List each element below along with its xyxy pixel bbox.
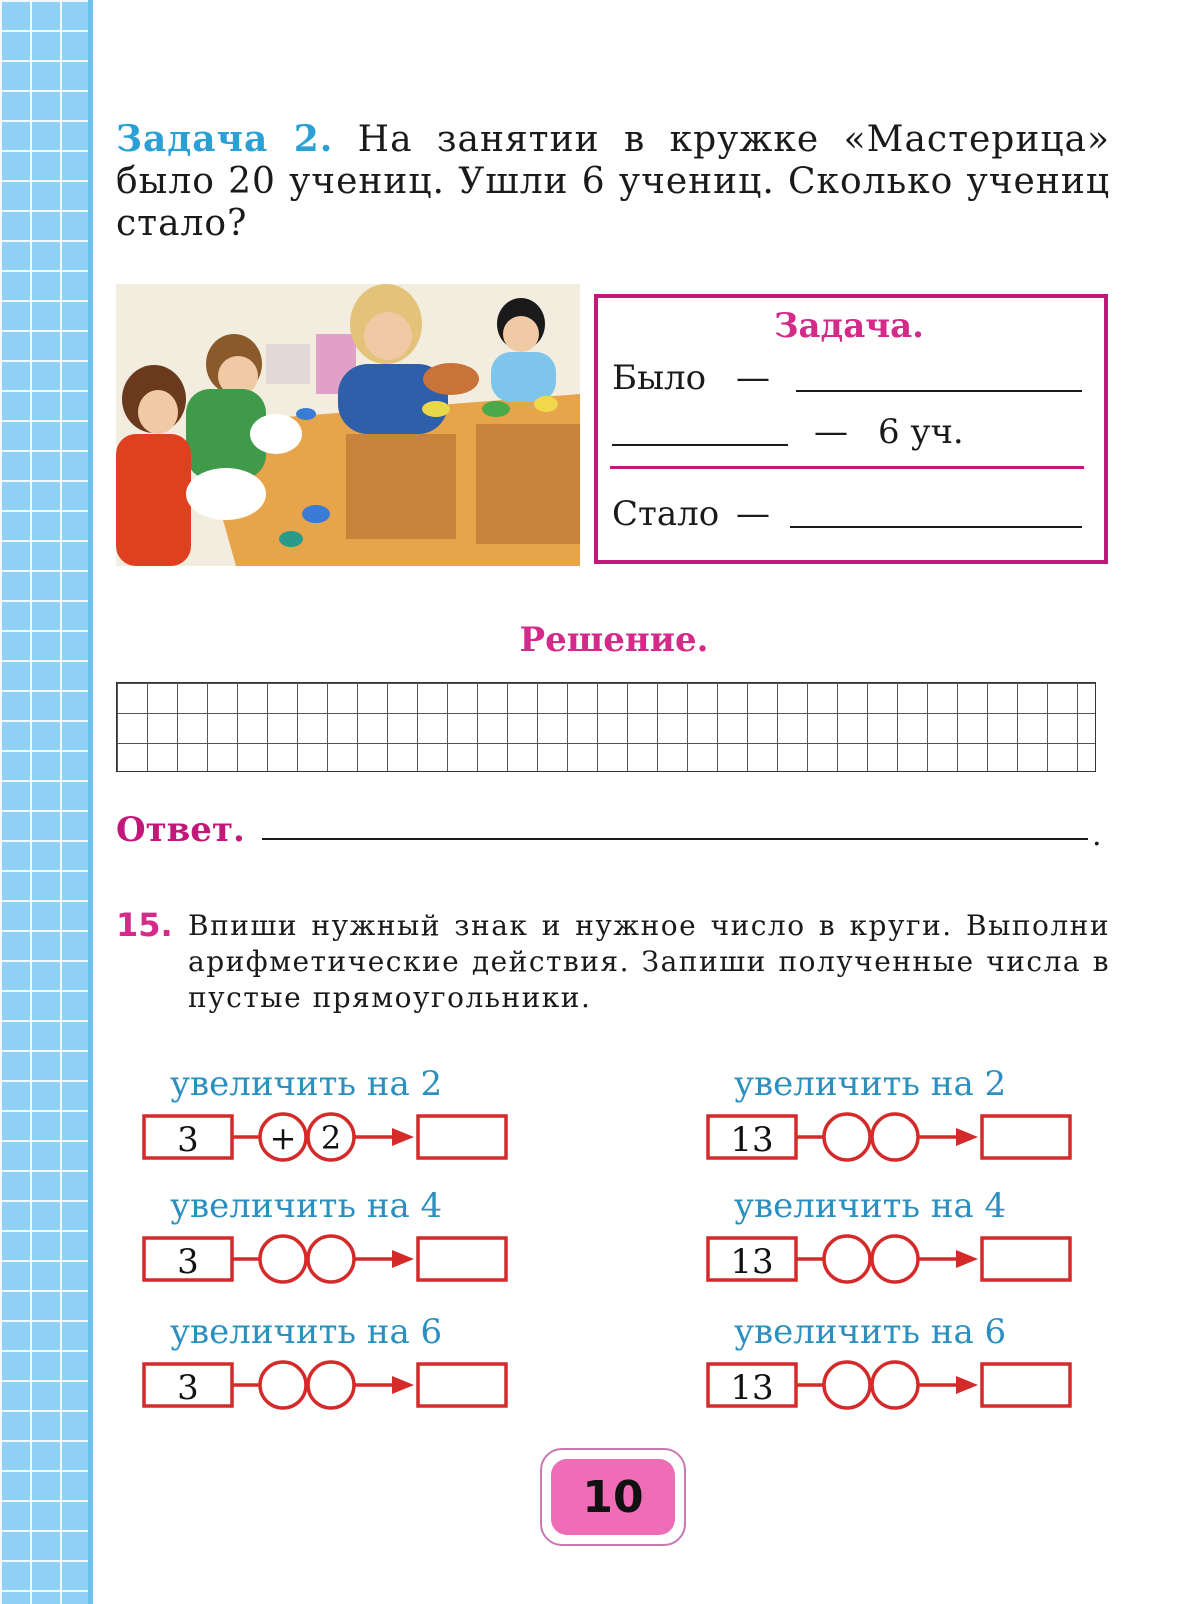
row-became-label: Стало xyxy=(612,494,720,534)
chain-diagram xyxy=(142,1234,532,1286)
problem-label: Задача 2. xyxy=(116,118,334,160)
solution-grid[interactable] xyxy=(116,682,1096,772)
margin-line xyxy=(88,0,93,1604)
task-box-title: Задача. xyxy=(774,306,924,346)
row-left-blank[interactable] xyxy=(612,444,788,446)
chain-left-3 xyxy=(142,1312,532,1432)
chain-number-circle[interactable]: 2 xyxy=(320,1119,342,1157)
margin-grid-strip xyxy=(0,0,92,1604)
chain-diagram xyxy=(706,1360,1096,1412)
chain-diagram xyxy=(142,1360,532,1412)
illustration-craft-class xyxy=(116,284,580,566)
row-was-dash: — xyxy=(736,358,770,398)
problem-text-block xyxy=(116,118,1110,245)
chain-label: увеличить на 4 xyxy=(734,1186,1007,1226)
chain-right-2 xyxy=(706,1186,1096,1306)
solution-title: Решение. xyxy=(519,620,709,660)
chain-label: увеличить на 4 xyxy=(170,1186,443,1226)
chain-left-1 xyxy=(142,1064,532,1184)
exercise-text: Впиши нужный знак и нужное число в круги. Выполни арифметические действия. Запиши полученные числа в пустые прямоугольники. xyxy=(188,909,1110,1014)
problem-text: На занятии в кружке «Мастерица» было 20 учениц. Ушли 6 учениц. Сколько учениц стало? xyxy=(116,119,1110,244)
chain-diagram xyxy=(142,1112,532,1164)
pink-divider xyxy=(610,466,1084,469)
chain-start-number: 3 xyxy=(177,1368,199,1408)
answer-end-dot: . xyxy=(1092,818,1102,853)
row-was-label: Было xyxy=(612,358,707,398)
chain-right-1 xyxy=(706,1064,1096,1184)
chain-label: увеличить на 6 xyxy=(734,1312,1007,1352)
chain-diagram xyxy=(706,1234,1096,1286)
chain-start-number: 3 xyxy=(177,1242,199,1282)
chain-start-number: 13 xyxy=(730,1242,774,1282)
row-left-dash: — xyxy=(814,412,848,452)
chain-diagram xyxy=(706,1112,1096,1164)
chain-start-number: 3 xyxy=(177,1120,199,1160)
chain-right-3 xyxy=(706,1312,1096,1432)
page-number: 10 xyxy=(551,1459,675,1535)
chain-label: увеличить на 2 xyxy=(170,1064,443,1104)
row-became-blank[interactable] xyxy=(790,526,1082,528)
chain-start-number: 13 xyxy=(730,1368,774,1408)
exercise-number: 15. xyxy=(116,906,173,944)
chain-sign-circle[interactable]: + xyxy=(269,1119,297,1157)
answer-blank[interactable] xyxy=(262,838,1088,840)
row-became-dash: — xyxy=(736,494,770,534)
chain-start-number: 13 xyxy=(730,1120,774,1160)
answer-label: Ответ. xyxy=(116,810,245,850)
task-summary-box xyxy=(594,294,1108,564)
row-was-blank[interactable] xyxy=(796,390,1082,392)
chain-label: увеличить на 6 xyxy=(170,1312,443,1352)
chain-left-2 xyxy=(142,1186,532,1306)
chain-label: увеличить на 2 xyxy=(734,1064,1007,1104)
page-number-badge xyxy=(540,1448,686,1546)
row-left-value: 6 уч. xyxy=(878,412,964,452)
